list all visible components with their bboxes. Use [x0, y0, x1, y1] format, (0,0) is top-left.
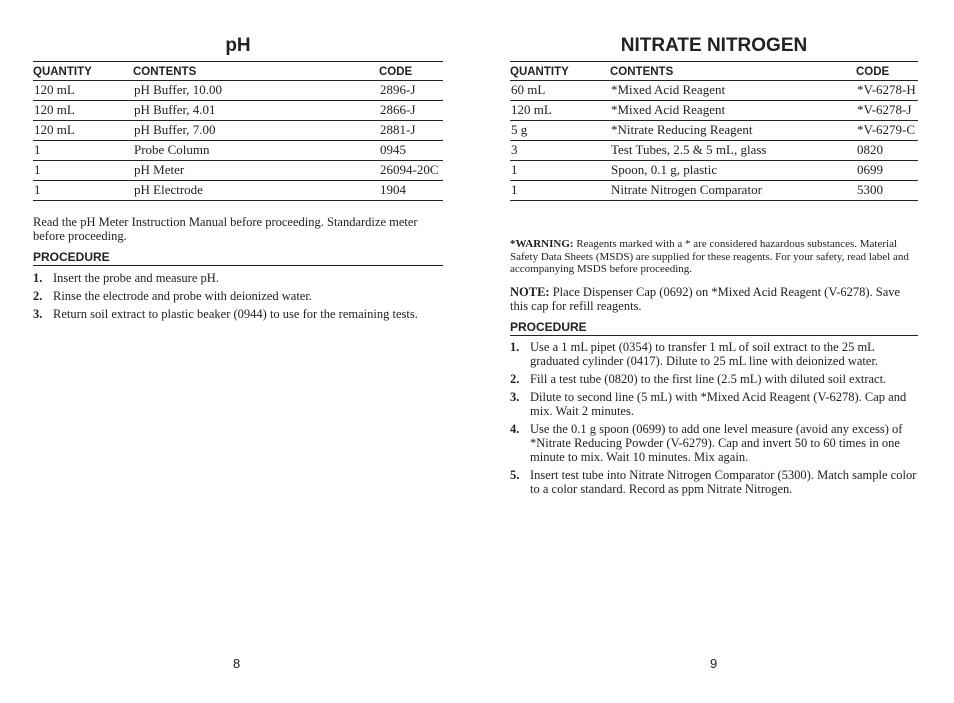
- step-number: 2.: [33, 289, 43, 303]
- cell-quantity: 1: [33, 161, 133, 181]
- list-item: [33, 289, 443, 303]
- cell-code: 0699: [856, 161, 918, 181]
- header-contents: CONTENTS: [133, 62, 379, 81]
- ph-procedure-heading: PROCEDURE: [33, 250, 443, 266]
- nitrate-title: NITRATE NITROGEN: [620, 35, 808, 56]
- cell-code: 26094-20C: [379, 161, 443, 181]
- cell-quantity: 3: [510, 141, 610, 161]
- table-row: [510, 81, 918, 101]
- step-text: Return soil extract to plastic beaker (0944) to use for the remaining tests.: [53, 307, 418, 321]
- header-quantity: QUANTITY: [33, 62, 133, 81]
- step-number: 1.: [510, 340, 520, 354]
- step-text: Use the 0.1 g spoon (0699) to add one level measure (avoid any excess) of *Nitrate Reducing Powder (V-6279). Cap and invert 50 to 60 times in one minute to mix. Wait 10 minutes. Mix again.: [530, 422, 903, 464]
- cell-code: 0820: [856, 141, 918, 161]
- cell-contents: *Mixed Acid Reagent: [610, 101, 856, 121]
- table-row: [510, 101, 918, 121]
- cell-contents: pH Electrode: [133, 181, 379, 201]
- nitrate-procedure-heading: PROCEDURE: [510, 320, 918, 336]
- cell-quantity: 1: [510, 161, 610, 181]
- cell-code: *V-6278-H: [856, 81, 918, 101]
- cell-contents: pH Buffer, 7.00: [133, 121, 379, 141]
- step-number: 2.: [510, 372, 520, 386]
- table-row: [510, 161, 918, 181]
- cell-quantity: 120 mL: [510, 101, 610, 121]
- cell-contents: pH Buffer, 4.01: [133, 101, 379, 121]
- table-header-row: [510, 62, 918, 81]
- cell-code: 2896-J: [379, 81, 443, 101]
- step-text: Use a 1 mL pipet (0354) to transfer 1 mL of soil extract to the 25 mL graduated cylinder (0417). Dilute to 25 mL line with deionized water.: [530, 340, 879, 368]
- table-row: [33, 81, 443, 101]
- note-label: NOTE:: [510, 285, 550, 299]
- cell-quantity: 5 g: [510, 121, 610, 141]
- table-header-row: [33, 62, 443, 81]
- step-number: 3.: [510, 390, 520, 404]
- cell-contents: Spoon, 0.1 g, plastic: [610, 161, 856, 181]
- page-number-right: 9: [710, 656, 718, 671]
- list-item: [510, 422, 918, 464]
- warning-body: Reagents marked with a * are considered hazardous substances. Material Safety Data Sheets (MSDS) are supplied for these reagents. For your safety, read label and accompanying MSDS before proceeding.: [510, 238, 909, 275]
- header-quantity: QUANTITY: [510, 62, 610, 81]
- cell-quantity: 1: [33, 141, 133, 161]
- cell-contents: Test Tubes, 2.5 & 5 mL, glass: [610, 141, 856, 161]
- cell-contents: Nitrate Nitrogen Comparator: [610, 181, 856, 201]
- step-number: 4.: [510, 422, 520, 436]
- warning-text: [510, 238, 918, 276]
- cell-contents: pH Meter: [133, 161, 379, 181]
- list-item: [510, 372, 918, 386]
- cell-quantity: 120 mL: [33, 81, 133, 101]
- list-item: [33, 307, 443, 321]
- header-code: CODE: [379, 62, 443, 81]
- step-text: Rinse the electrode and probe with deionized water.: [53, 289, 312, 303]
- note-text: [510, 285, 918, 313]
- cell-quantity: 120 mL: [33, 101, 133, 121]
- cell-code: 0945: [379, 141, 443, 161]
- table-row: [510, 181, 918, 201]
- cell-code: *V-6278-J: [856, 101, 918, 121]
- nitrate-contents-table: [510, 61, 918, 201]
- cell-code: 5300: [856, 181, 918, 201]
- cell-contents: pH Buffer, 10.00: [133, 81, 379, 101]
- step-number: 5.: [510, 468, 520, 482]
- header-contents: CONTENTS: [610, 62, 856, 81]
- ph-procedure-steps: [33, 271, 443, 325]
- cell-code: *V-6279-C: [856, 121, 918, 141]
- cell-code: 2866-J: [379, 101, 443, 121]
- step-number: 3.: [33, 307, 43, 321]
- step-text: Fill a test tube (0820) to the first line (2.5 mL) with diluted soil extract.: [530, 372, 887, 386]
- list-item: [510, 390, 918, 418]
- table-row: [33, 181, 443, 201]
- ph-intro-text: Read the pH Meter Instruction Manual before proceeding. Standardize meter before proceeding.: [33, 215, 418, 243]
- table-row: [33, 121, 443, 141]
- step-text: Insert test tube into Nitrate Nitrogen Comparator (5300). Match sample color to a color standard. Record as ppm Nitrate Nitrogen.: [530, 468, 917, 496]
- step-text: Insert the probe and measure pH.: [53, 271, 219, 285]
- cell-quantity: 120 mL: [33, 121, 133, 141]
- ph-contents-table: [33, 61, 443, 201]
- cell-contents: Probe Column: [133, 141, 379, 161]
- warning-label: *WARNING:: [510, 238, 574, 250]
- list-item: [33, 271, 443, 285]
- cell-quantity: 1: [510, 181, 610, 201]
- table-row: [510, 141, 918, 161]
- table-row: [510, 121, 918, 141]
- page-number-left: 8: [233, 656, 241, 671]
- table-row: [33, 101, 443, 121]
- nitrate-procedure-steps: [510, 340, 918, 500]
- cell-code: 1904: [379, 181, 443, 201]
- list-item: [510, 340, 918, 368]
- cell-contents: *Mixed Acid Reagent: [610, 81, 856, 101]
- note-body: Place Dispenser Cap (0692) on *Mixed Acid Reagent (V-6278). Save this cap for refill reagents.: [510, 285, 901, 313]
- header-code: CODE: [856, 62, 918, 81]
- cell-quantity: 60 mL: [510, 81, 610, 101]
- table-row: [33, 161, 443, 181]
- cell-quantity: 1: [33, 181, 133, 201]
- cell-code: 2881-J: [379, 121, 443, 141]
- step-text: Dilute to second line (5 mL) with *Mixed Acid Reagent (V-6278). Cap and mix. Wait 2 minutes.: [530, 390, 907, 418]
- cell-contents: *Nitrate Reducing Reagent: [610, 121, 856, 141]
- ph-title: pH: [225, 35, 251, 56]
- table-row: [33, 141, 443, 161]
- step-number: 1.: [33, 271, 43, 285]
- list-item: [510, 468, 918, 496]
